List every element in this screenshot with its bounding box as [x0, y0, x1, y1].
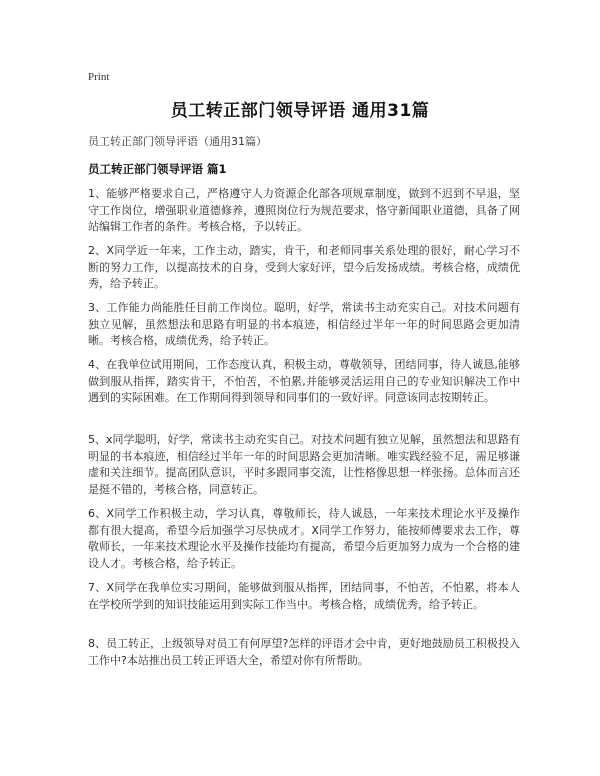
paragraph-5: 5、x同学聪明，好学，常读书主动充实自己。对技术问题有独立见解，虽然想法和思路有明显的书本痕迹，相信经过半年一年的时间思路会更加清晰。唯实践经验不足，需足够谦虚和关注细节。提高团队意识，平时多跟同事交流，让性格像思想一样张扬。总体而言还是挺不错的，考核合格，同意转正。 — [88, 433, 520, 496]
paragraph-2: 2、X同学近一年来，工作主动，踏实，肯干，和老师同事关系处理的很好，耐心学习不断的努力工作，以提高技术的自身，受到大家好评，望今后发扬成绩。考核合格，成绩优秀，给予转正。 — [88, 244, 520, 290]
paragraph-3: 3、工作能力尚能胜任目前工作岗位。聪明，好学，常读书主动充实自己。对技术问题有独立见解，虽然想法和思路有明显的书本痕迹，相信经过半年一年的时间思路会更加清晰。考核合格，成绩优秀，给予转正。 — [88, 301, 520, 347]
paragraph-1: 1、能够严格要求自己，严格遵守人力资源企化部各项规章制度，做到不迟到不早退，坚守工作岗位，增强职业道德修养，遵照岗位行为规范要求，恪守新闻职业道德，具备了网站编辑工作者的条件。考核合格，予以转正。 — [88, 187, 520, 233]
paragraph-6: 6、X同学工作积极主动，学习认真，尊敬师长，待人诚恳，一年来技术理论水平及操作都有很大提高，希望今后加强学习尽快成才。X同学工作努力，能按师傅要求去工作，尊敬师长，一年来技术理论水平及操作技能均有提高，希望今后更加努力成为一个合格的建设人才。考核合格，给予转正。 — [88, 507, 520, 570]
paragraph-8: 8、员工转正，上级领导对员工有何厚望?怎样的评语才会中肯，更好地鼓励员工积极投入工作中?本站推出员工转正评语大全，希望对你有所帮助。 — [88, 637, 520, 667]
paragraph-7: 7、X同学在我单位实习期间，能够做到服从指挥，团结同事，不怕苦，不怕累，将本人在学校所学到的知识技能运用到实际工作当中。考核合格，成绩优秀，给予转正。 — [88, 581, 520, 611]
print-link[interactable]: Print — [88, 71, 110, 83]
section-heading: 员工转正部门领导评语 篇1 — [88, 162, 227, 176]
page-title: 员工转正部门领导评语 通用31篇 — [170, 101, 430, 121]
paragraph-4: 4、在我单位试用期间，工作态度认真，积极主动，尊敬领导，团结同事，待人诚恳,能够做到服从指挥，踏实肯干，不怕苦，不怕累,并能够灵活运用自己的专业知识解决工作中遇到的实际困难。在工作期间得到领导和同事们的一致好评。同意该同志按期转正。 — [88, 358, 520, 404]
document-subtitle: 员工转正部门领导评语（通用31篇） — [88, 135, 267, 148]
